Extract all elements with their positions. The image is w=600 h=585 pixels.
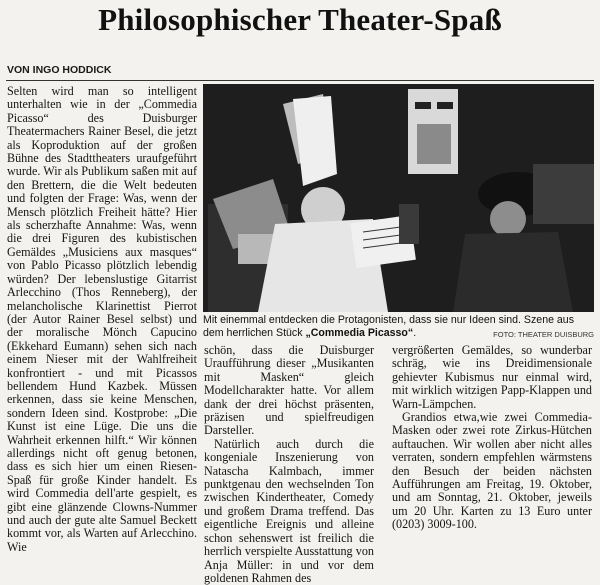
paragraph: Selten wird man so intelligent unterhalten wie in der „Commedia Picasso“ des Duisburger Theatermachers Rainer Besel, die jetzt als Koproduktion auf der großen Bühne des Stadttheaters uraufgeführt wurde. Wir als Publikum saßen mit auf den Brettern, die die Welt bedeuten und folgten der Frage: Was, wenn der Mensch plötzlich Freiheit hätte? Hier als scherzhafte Annahme: Was, wenn die drei Figuren des kubistischen Gemäldes „Musiciens aux masques“ von Pablo Picasso plötzlich lebendig würden? Der lebenslustige Gitarrist Arlecchino (Thos Renneberg), der melancholische Klarinettist Pierrot (der Autor Rainer Besel selbst) und der moralische Mönch Capucino (Ekkehard Eumann) sehen sich nach einem Nieser mit der Wahlfreiheit konfrontiert - und mit Picassos bellendem Hund Kazbek. Müssen erkennen, dass sie keine Menschen, sondern Ideen sind. Kostprobe: „Die Kunst ist eine Lüge. Die uns die Wahrheit erkennen hilft.“ Wir können allerdings nicht oft genug betonen, dass es sich hier um einen Riesen-Spaß für große Kinder handelt. Es wird Commedia dell'arte gespielt, es gibt eine glänzende Clowns-Nummer und auch der gute alte Samuel Beckett kommt vor, als Warten auf Arlecchino. Wie xyxy=(7,84,197,554)
photo-credit: FOTO: THEATER DUISBURG xyxy=(493,330,594,339)
paragraph: Natürlich auch durch die kongeniale Inszenierung von Natascha Kalmbach, immer punktgenau den wechselnden Ton zwischen Kindertheater, Comedy und großem Drama treffend. Das eigentliche Ereignis und alleine schon sehenswert ist freilich die herrlich verspielte Ausstattung von Anja Müller: in und vor dem goldenen Rahmen des xyxy=(204,436,374,585)
caption-text: Mit einemmal entdecken die Protagonisten, dass sie nur Ideen sind. Szene aus dem herrlichen Stück xyxy=(203,314,574,339)
byline: VON INGO HODDICK xyxy=(7,64,112,76)
caption-play-title: „Commedia Picasso“ xyxy=(305,326,414,339)
headline: Philosophischer Theater-Spaß xyxy=(98,2,502,37)
paragraph: schön, dass die Duisburger Uraufführung dieser „Musikanten mit Masken“ gleich Modellcharakter hatte. Vor allem dank der drei höchst präsenten, präzisen und spielfreudigen Darsteller. xyxy=(204,343,374,438)
article-column-2 xyxy=(204,344,374,585)
caption-end: . xyxy=(413,326,417,339)
stage-photo-illustration xyxy=(203,84,594,312)
paragraph: Grandios etwa,wie zwei Commedia-Masken oder zwei rote Zirkus-Hütchen auftauchen. Wir wollen aber nicht alles verraten, sondern empfehlen wärmstens den Besuch der beiden nächsten Aufführungen am Freitag, 19. Oktober, und am Sonntag, 21. Oktober, jeweils um 20 Uhr. Karten zu 13 Euro unter (0203) 3009-100. xyxy=(392,410,592,532)
divider xyxy=(6,80,594,81)
stage-photo xyxy=(203,84,594,312)
article-column-3 xyxy=(392,344,592,532)
paragraph: vergrößerten Gemäldes, so wunderbar schräg, wie ins Dreidimensionale gehievter Kubismus nur einmal wird, mit wirklich witzigen Papp-Klappen und Warn-Lämpchen. xyxy=(392,343,592,411)
article-column-1 xyxy=(7,85,197,554)
